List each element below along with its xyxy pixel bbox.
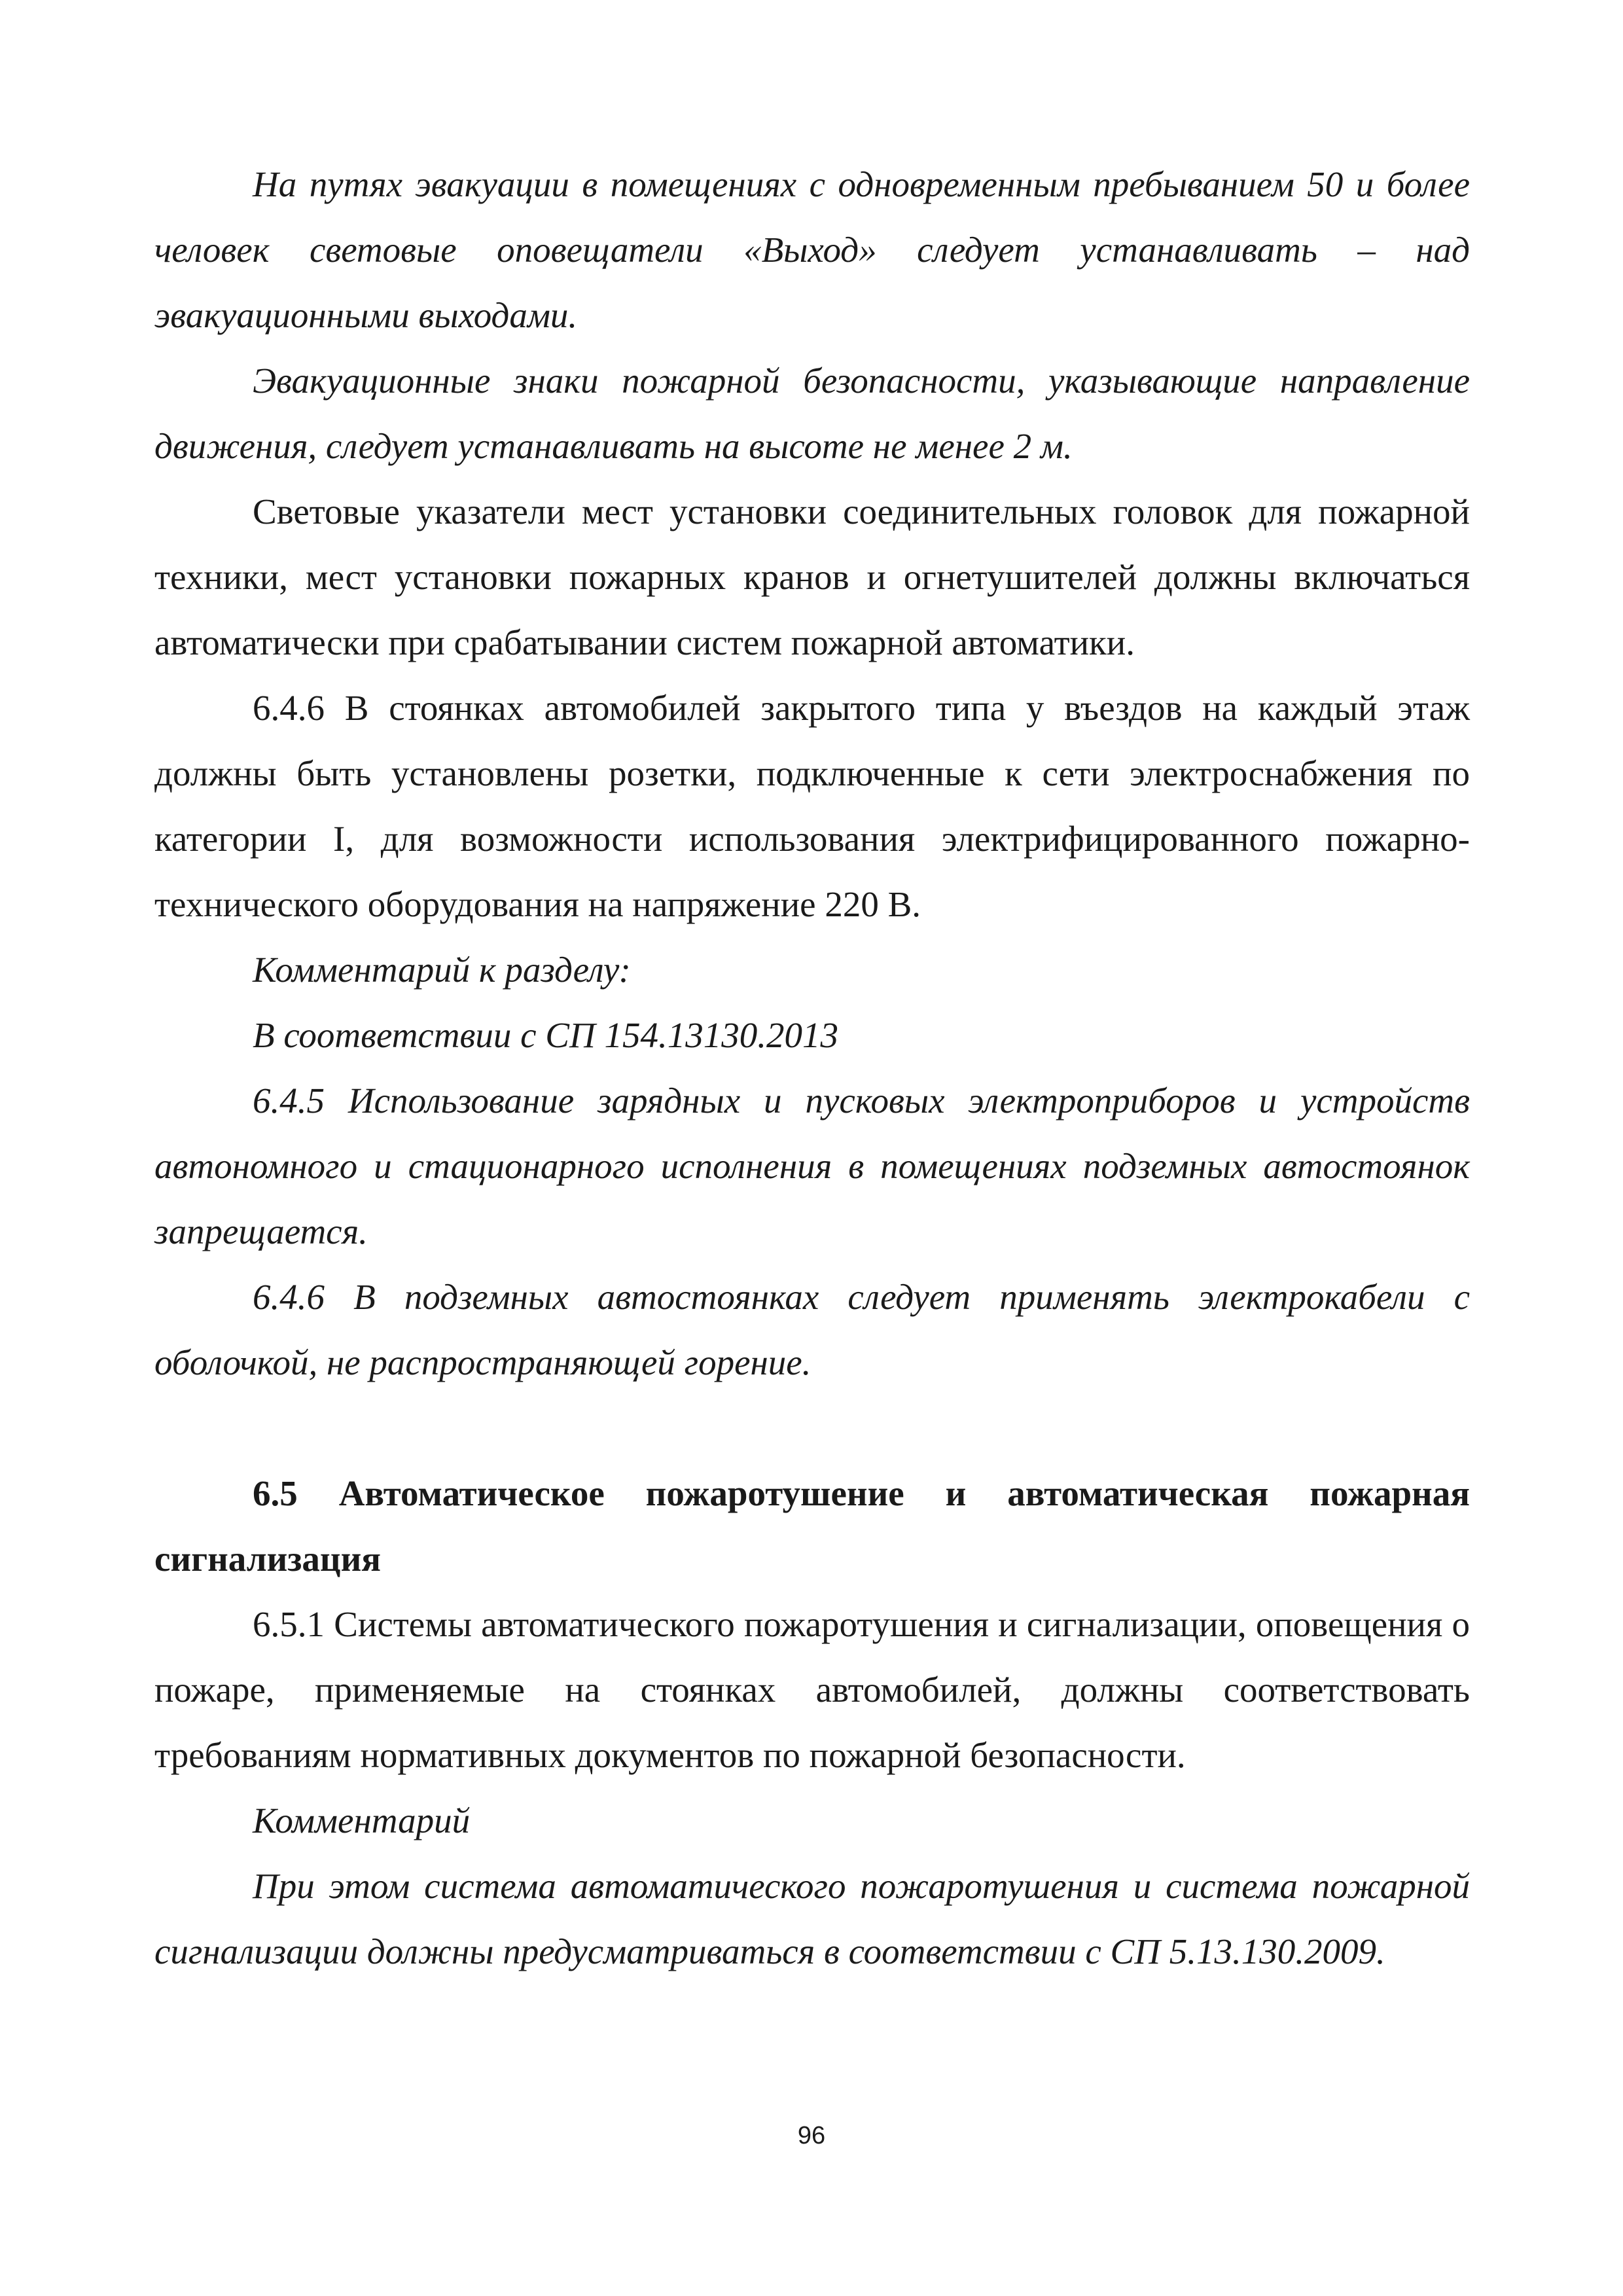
section-gap (154, 1395, 1470, 1461)
paragraph-6-5-1-systems: 6.5.1 Системы автоматического пожаротушения и сигнализации, оповещения о пожаре, применяемые на стоянках автомобилей, должны соответствовать требованиям нормативных документов по пожарной безопасности. (154, 1604, 1470, 1775)
paragraph-6-4-5-chargers: 6.4.5 Использование зарядных и пусковых электроприборов и устройств автономного и стационарного исполнения в помещениях подземных автостоянок запрещается. (154, 1081, 1470, 1251)
paragraph-6-4-6-cables: 6.4.6 В подземных автостоянках следует применять электрокабели с оболочкой, не распространяющей горение. (154, 1277, 1470, 1382)
paragraph-6-4-6-sockets: 6.4.6 В стоянках автомобилей закрытого типа у въездов на каждый этаж должны быть установлены розетки, подключенные к сети электроснабжения по категории I, для возможности использования электрифицированного пожарно-технического оборудования на напряжение 220 В. (154, 688, 1470, 924)
comment-heading: Комментарий (253, 1801, 471, 1840)
comment-reference: В соответствии с СП 154.13130.2013 (253, 1015, 838, 1055)
paragraph-evacuation-signs: Эвакуационные знаки пожарной безопасности, указывающие направление движения, следует устанавливать на высоте не менее 2 м. (154, 361, 1470, 466)
section-heading-6-5: 6.5 Автоматическое пожаротушение и автоматическая пожарная сигнализация (154, 1473, 1470, 1579)
paragraph-exit-signs: На путях эвакуации в помещениях с одновременным пребыванием 50 и более человек световые оповещатели «Выход» следует устанавливать – над эвакуационными выходами. (154, 164, 1470, 335)
page-body (154, 152, 1470, 1984)
comment-heading-section: Комментарий к разделу: (253, 950, 631, 990)
page-number: 96 (797, 2122, 826, 2149)
paragraph-comment-sp: При этом система автоматического пожаротушения и система пожарной сигнализации должны предусматриваться в соответствии с СП 5.13.130.2009. (154, 1866, 1470, 1971)
paragraph-light-indicators: Световые указатели мест установки соединительных головок для пожарной техники, мест установки пожарных кранов и огнетушителей должны включаться автоматически при срабатывании систем пожарной автоматики. (154, 492, 1470, 662)
